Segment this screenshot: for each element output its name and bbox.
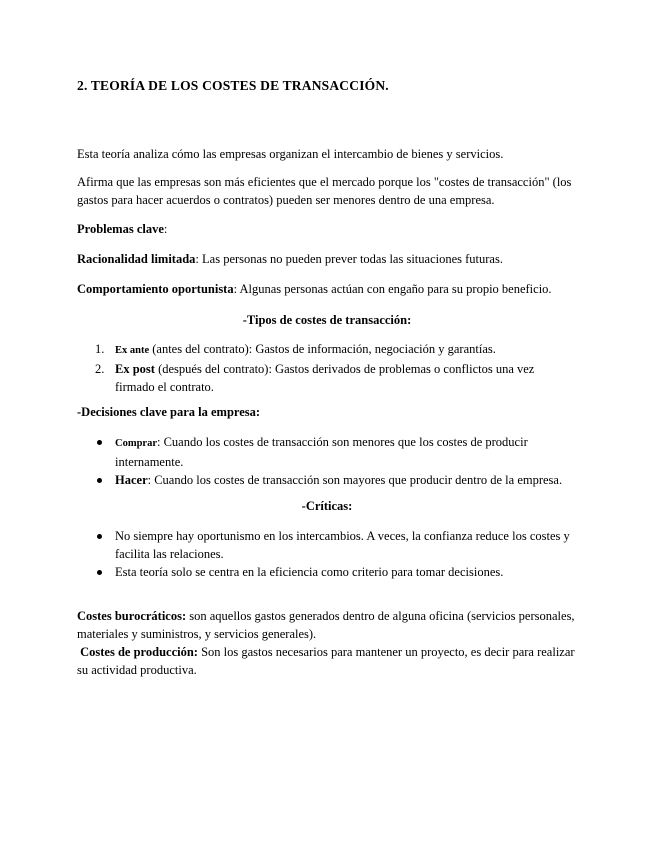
problemas-clave-line xyxy=(77,220,577,238)
list-number: 2. xyxy=(95,362,105,376)
list-number: 1. xyxy=(95,342,105,356)
tipos-heading: -Tipos de costes de transacción: xyxy=(242,313,412,327)
problemas-clave-suffix: : xyxy=(163,222,168,236)
ex-post-term: Ex post xyxy=(115,362,155,376)
burocraticos-text: son aquellos gastos generados dentro de alguna oficina (servicios personales, materiales y suministros, y servicios generales). xyxy=(77,609,575,641)
oportunista-text: : Algunas personas actúan con engaño para su propio beneficio. xyxy=(233,282,552,296)
decisiones-list xyxy=(77,433,577,489)
list-item xyxy=(77,563,577,581)
critica-text: No siempre hay oportunismo en los intercambios. A veces, la confianza reduce los costes y facilita las relaciones. xyxy=(115,529,570,561)
problemas-clave-label: Problemas clave xyxy=(77,222,164,236)
bullet-icon xyxy=(97,478,102,483)
costes-produccion-paragraph xyxy=(77,643,577,679)
produccion-term: Costes de producción: xyxy=(80,645,198,659)
hacer-term: Hacer xyxy=(115,473,148,487)
comportamiento-oportunista-line xyxy=(77,280,577,298)
critica-text: Esta teoría solo se centra en la eficiencia como criterio para tomar decisiones. xyxy=(115,565,504,579)
list-item xyxy=(77,527,577,563)
hacer-text: : Cuando los costes de transacción son mayores que producir dentro de la empresa. xyxy=(147,473,563,487)
comprar-term: Comprar xyxy=(115,438,157,449)
criticas-heading: -Críticas: xyxy=(301,499,353,513)
intro-paragraph: Esta teoría analiza cómo las empresas organizan el intercambio de bienes y servicios. xyxy=(77,147,504,161)
section-title: 2. TEORÍA DE LOS COSTES DE TRANSACCIÓN. xyxy=(77,78,389,93)
list-item xyxy=(77,360,577,396)
list-item xyxy=(77,340,577,360)
costes-burocraticos-paragraph xyxy=(77,607,577,643)
racionalidad-text: : Las personas no pueden prever todas las situaciones futuras. xyxy=(195,252,503,266)
ex-post-text: (después del contrato): Gastos derivados de problemas o conflictos una vez firmado el contrato. xyxy=(115,362,535,394)
afirma-paragraph: Afirma que las empresas son más eficientes que el mercado porque los "costes de transacción" (los gastos para hacer acuerdos o contratos) pueden ser menores dentro de una empresa. xyxy=(77,175,572,207)
bullet-icon xyxy=(97,570,102,575)
racionalidad-term: Racionalidad limitada xyxy=(77,252,196,266)
ex-ante-text: (antes del contrato): Gastos de información, negociación y garantías. xyxy=(149,342,496,356)
burocraticos-term: Costes burocráticos: xyxy=(77,609,187,623)
oportunista-term: Comportamiento oportunista xyxy=(77,282,234,296)
comprar-text: : Cuando los costes de transacción son menores que los costes de producir internamente. xyxy=(115,435,528,469)
criticas-list xyxy=(77,527,577,581)
decisiones-heading: -Decisiones clave para la empresa: xyxy=(77,405,261,419)
bullet-icon xyxy=(97,534,102,539)
racionalidad-limitada-line xyxy=(77,250,577,268)
produccion-text: Son los gastos necesarios para mantener un proyecto, es decir para realizar su actividad productiva. xyxy=(77,645,575,677)
list-item xyxy=(77,471,577,489)
tipos-list xyxy=(77,340,577,396)
ex-ante-term: Ex ante xyxy=(115,345,150,356)
list-item xyxy=(77,433,577,471)
bullet-icon xyxy=(97,440,102,445)
